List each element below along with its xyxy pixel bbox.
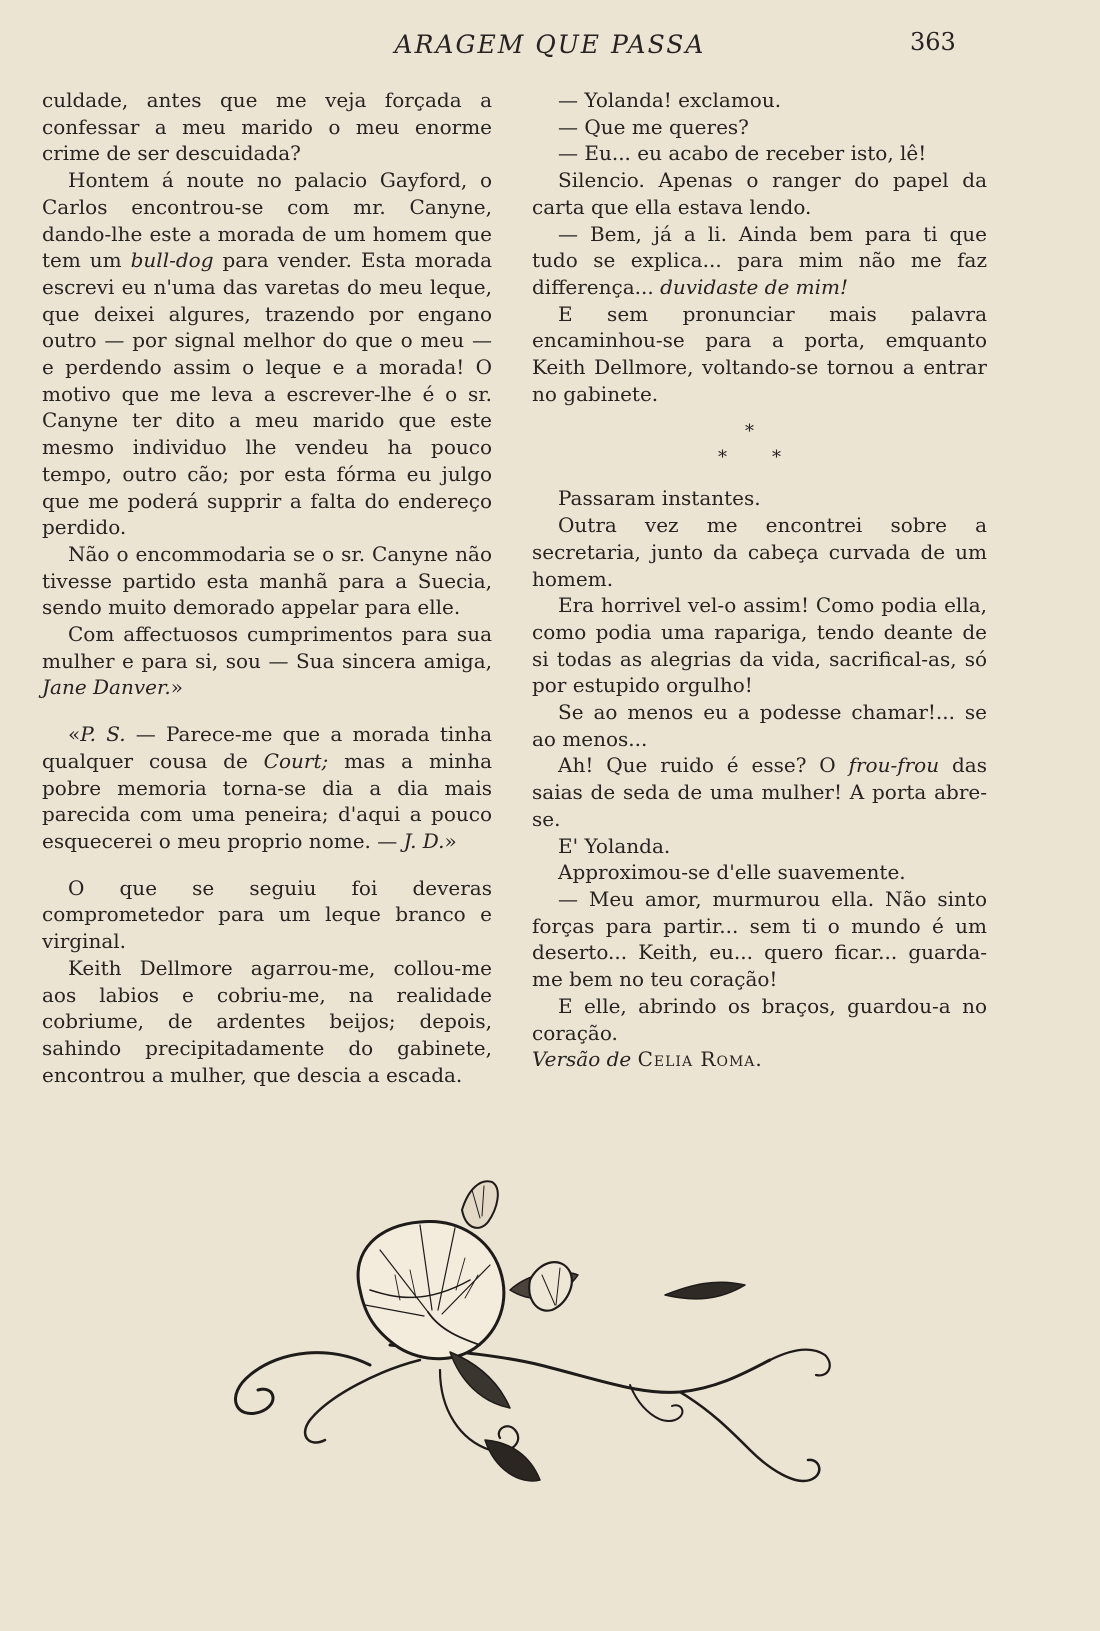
dialogue-line: — Yolanda! exclamou. [558, 88, 782, 112]
signature: Jane Danver. [42, 675, 171, 700]
flower-vine-illustration-icon [210, 1180, 860, 1514]
dialogue-line: — Bem, já a li. Ainda bem para ti que tudo se explica... para mim não me faz differença... duvidaste de mim! [532, 221, 987, 299]
paragraph: Com affectuosos cumprimentos para sua mulher e para si, sou — Sua sincera amiga, Jane Danver.» [42, 622, 492, 700]
paragraph: culdade, antes que me veja forçada a confessar a meu marido o meu enorme crime de ser descuidada? [42, 88, 492, 166]
paragraph: Keith Dellmore agarrou-me, collou-me aos labios e cobriu-me, na realidade cobriume, de ardentes beijos; depois, sahindo precipitadamente do gabinete, encontrou a mulher, que descia a escada. [42, 955, 492, 1087]
right-column [532, 87, 987, 1073]
asterisk: * [772, 447, 781, 469]
paragraph: O que se seguiu foi deveras comprometedor para um leque branco e virginal. [42, 875, 492, 954]
paragraph: Silencio. Apenas o ranger do papel da carta que ella estava lendo. [532, 168, 987, 219]
dialogue-line: — Meu amor, murmurou ella. Não sinto forças para partir... sem ti o mundo é um deserto... Keith, eu... quero ficar... guarda-me bem no teu coração! [532, 886, 987, 992]
translation-credit: Versão de Celia Roma. [532, 1047, 763, 1072]
running-title: ARAGEM QUE PASSA [394, 30, 706, 59]
page-number: 363 [910, 28, 956, 56]
paragraph: E' Yolanda. [558, 833, 671, 858]
paragraph: Era horrivel vel-o assim! Como podia ella, como podia uma rapariga, tendo deante de si todas as alegrias da vida, sacrifical-as, só por estupido orgulho! [532, 593, 987, 698]
dialogue-line: — Eu... eu acabo de receber isto, lê! [558, 141, 927, 166]
asterisk: * [718, 447, 727, 469]
paragraph: E sem pronunciar mais palavra encaminhou-se para a porta, emquanto Keith Dellmore, voltando-se tornou a entrar no gabinete. [532, 301, 987, 406]
paragraph: E elle, abrindo os braços, guardou-a no coração. [532, 993, 987, 1045]
paragraph: Passaram instantes. [558, 486, 761, 511]
paragraph: Ah! Que ruido é esse? O frou-frou das saias de seda de uma mulher! A porta abre-se. [532, 753, 987, 831]
section-break [532, 407, 987, 485]
postscript: «P. S. — Parece-me que a morada tinha qualquer cousa de Court; mas a minha pobre memoria torna-se dia a dia mais parecida com uma peneira; d'aqui a pouco esquecerei o meu proprio nome. — J. D.» [42, 722, 492, 853]
paragraph: Approximou-se d'elle suavemente. [558, 860, 906, 885]
paragraph: Hontem á noute no palacio Gayford, o Carlos encontrou-se com mr. Canyne, dando-lhe este a morada de um homem que tem um bull-dog para vender. Esta morada escrevi eu n'uma das varetas do meu leque, que deixei algures, trazendo por engano outro — por signal melhor do que o meu — e perdendo assim o leque e a morada! O motivo que me leva a escrever-lhe é o sr. Canyne ter dito a meu marido que este mesmo individuo lhe vendeu ha pouco tempo, outro cão; por esta fórma eu julgo que me poderá supprir a falta do endereço perdido. [42, 168, 492, 540]
left-column [42, 87, 492, 1088]
dialogue-line: — Que me queres? [558, 114, 749, 139]
paragraph: Outra vez me encontrei sobre a secretaria, junto da cabeça curvada de um homem. [532, 513, 987, 591]
paragraph: Se ao menos eu a podesse chamar!... se ao menos... [532, 700, 987, 751]
paragraph: Não o encommodaria se o sr. Canyne não tivesse partido esta manhã para a Suecia, sendo muito demorado appelar para elle. [42, 541, 492, 620]
asterisk: * [745, 421, 754, 443]
